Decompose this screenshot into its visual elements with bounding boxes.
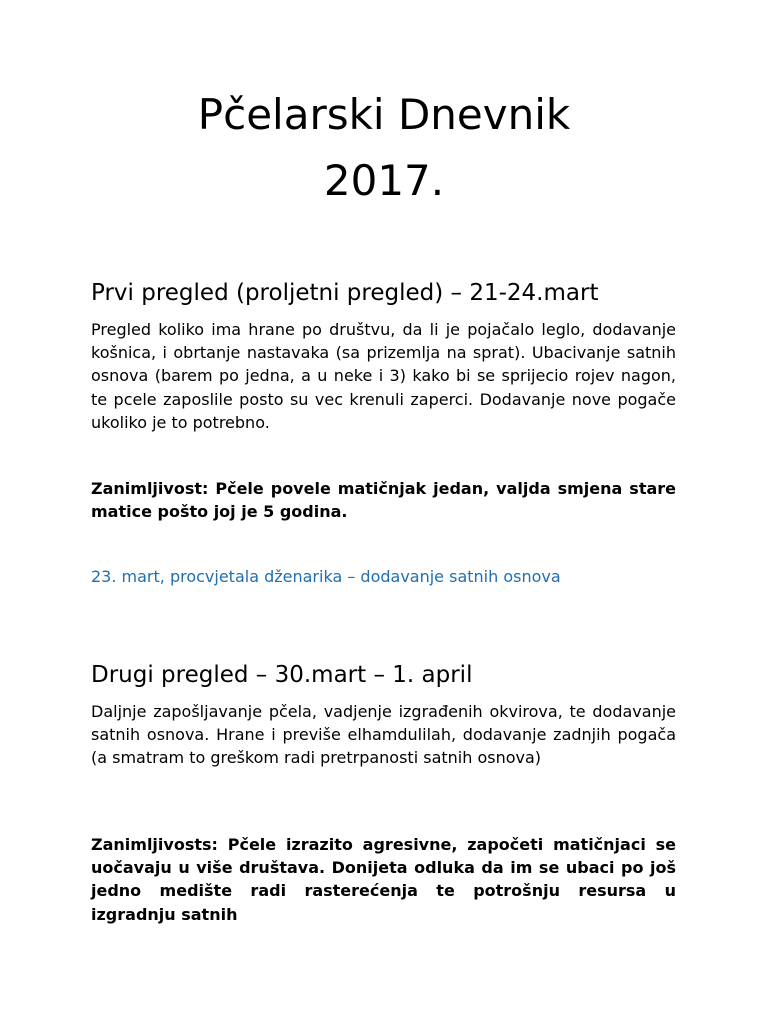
section-1-heading: Prvi pregled (proljetni pregled) – 21-24.mart bbox=[91, 280, 599, 306]
section-1-body: Pregled koliko ima hrane po društvu, da li je pojačalo leglo, dodavanje košnica, i obrtanje nastavaka (sa prizemlja na sprat). Ubacivanje satnih osnova (barem po jedna, a u neke i 3) kako bi se sprijecio rojev nagon, te pcele zaposlile posto su vec krenuli zaperci. Dodavanje nove pogače ukoliko je to potrebno. bbox=[91, 320, 676, 432]
document-year: 2017. bbox=[323, 156, 445, 205]
document-title: Pčelarski Dnevnik bbox=[197, 90, 571, 139]
section-2-body: Daljnje zapošljavanje pčela, vadjenje izgrađenih okvirova, te dodavanje satnih osnova. Hrane i previše elhamdulilah, dodavanje zadnjih pogača (a smatram to greškom radi pretrpanosti satnih osnova) bbox=[91, 702, 676, 768]
section-1-note: 23. mart, procvjetala dženarika – dodavanje satnih osnova bbox=[91, 567, 561, 586]
section-2-highlight: Zanimljivosts: Pčele izrazito agresivne, započeti matičnjaci se uočavaju u više društava. Donijeta odluka da im se ubaci po još jedno medište radi rasterećenja te potrošnju resursa u izgradnju satnih bbox=[91, 835, 676, 924]
section-1-highlight: Zanimljivost: Pčele povele matičnjak jedan, valjda smjena stare matice pošto joj je 5 godina. bbox=[91, 479, 676, 522]
section-2-heading: Drugi pregled – 30.mart – 1. april bbox=[91, 662, 473, 688]
